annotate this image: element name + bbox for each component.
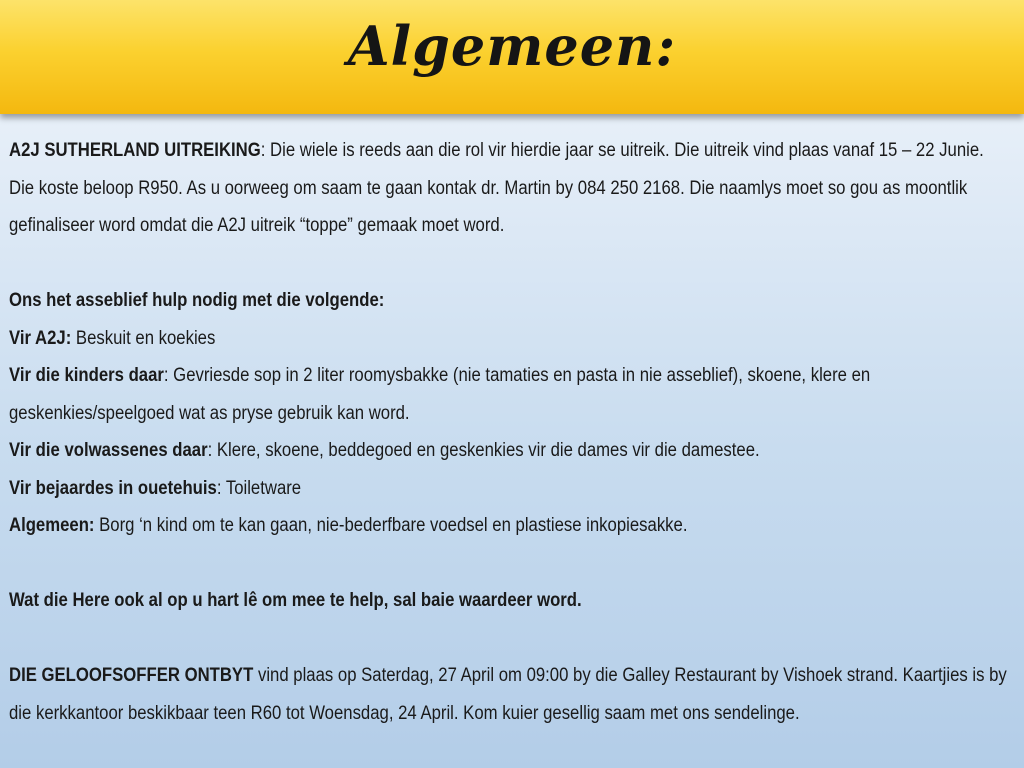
sutherland-heading: A2J SUTHERLAND UITREIKING — [9, 140, 261, 161]
help-item-label: Vir A2J: — [9, 327, 72, 349]
spacer — [9, 245, 1012, 283]
spacer — [9, 545, 1012, 583]
help-item-volwassenes — [9, 432, 1012, 470]
help-item-label: Vir die kinders daar — [9, 365, 164, 386]
help-item-text: : Toiletware — [216, 477, 302, 499]
help-item-bejaardes — [9, 470, 1012, 508]
help-heading — [9, 282, 1012, 320]
breakfast-text: vind plaas op Saterdag, 27 April om 09:00 by die Galley Restaurant by Vishoek strand. Kaartjies is by die kerkkantoor beskikbaar teen R60 tot Woensdag, 24 April. Kom kuier gesellig saam met ons sendelinge. — [9, 665, 1007, 724]
help-item-text: Beskuit en koekies — [71, 327, 216, 349]
help-heading-text: Ons het asseblief hulp nodig met die volgende: — [9, 290, 385, 311]
sutherland-text: : Die wiele is reeds aan die rol vir hierdie jaar se uitreik. Die uitreik vind plaas vanaf 15 – 22 Junie. Die koste beloop R950. As u oorweeg om saam te gaan kontak dr. Martin by 084 250 2168. Die naamlys moet so gou as moontlik gefinaliseer word omdat die A2J uitreik “toppe” gemaak moet word. — [9, 140, 984, 236]
help-item-text: Borg ‘n kind om te kan gaan, nie-bederfbare voedsel en plastiese inkopiesakke. — [94, 515, 688, 536]
help-item-algemeen — [9, 507, 1012, 545]
appreciation-text: Wat die Here ook al op u hart lê om mee te help, sal baie waardeer word. — [9, 590, 582, 611]
help-item-text: : Gevriesde sop in 2 liter roomysbakke (nie tamaties en pasta in nie asseblief), skoene, klere en geskenkies/speelgoed wat as pryse gebruik kan word. — [9, 365, 871, 424]
slide-title: Algemeen: — [347, 14, 677, 78]
help-item-a2j — [9, 320, 1012, 358]
help-item-text: : Klere, skoene, beddegoed en geskenkies vir die dames vir die damestee. — [207, 440, 760, 461]
breakfast-heading: DIE GELOOFSOFFER ONTBYT — [9, 665, 254, 686]
appreciation-paragraph — [9, 582, 1012, 620]
help-item-label: Vir bejaardes in ouetehuis — [9, 477, 217, 499]
help-item-label: Algemeen: — [9, 515, 95, 536]
breakfast-paragraph — [9, 657, 1012, 732]
spacer — [9, 620, 1012, 658]
sutherland-paragraph — [9, 132, 1012, 245]
title-bar — [0, 0, 1024, 114]
slide-content — [9, 132, 1012, 732]
help-item-kinders — [9, 357, 1012, 432]
help-item-label: Vir die volwassenes daar — [9, 440, 208, 461]
